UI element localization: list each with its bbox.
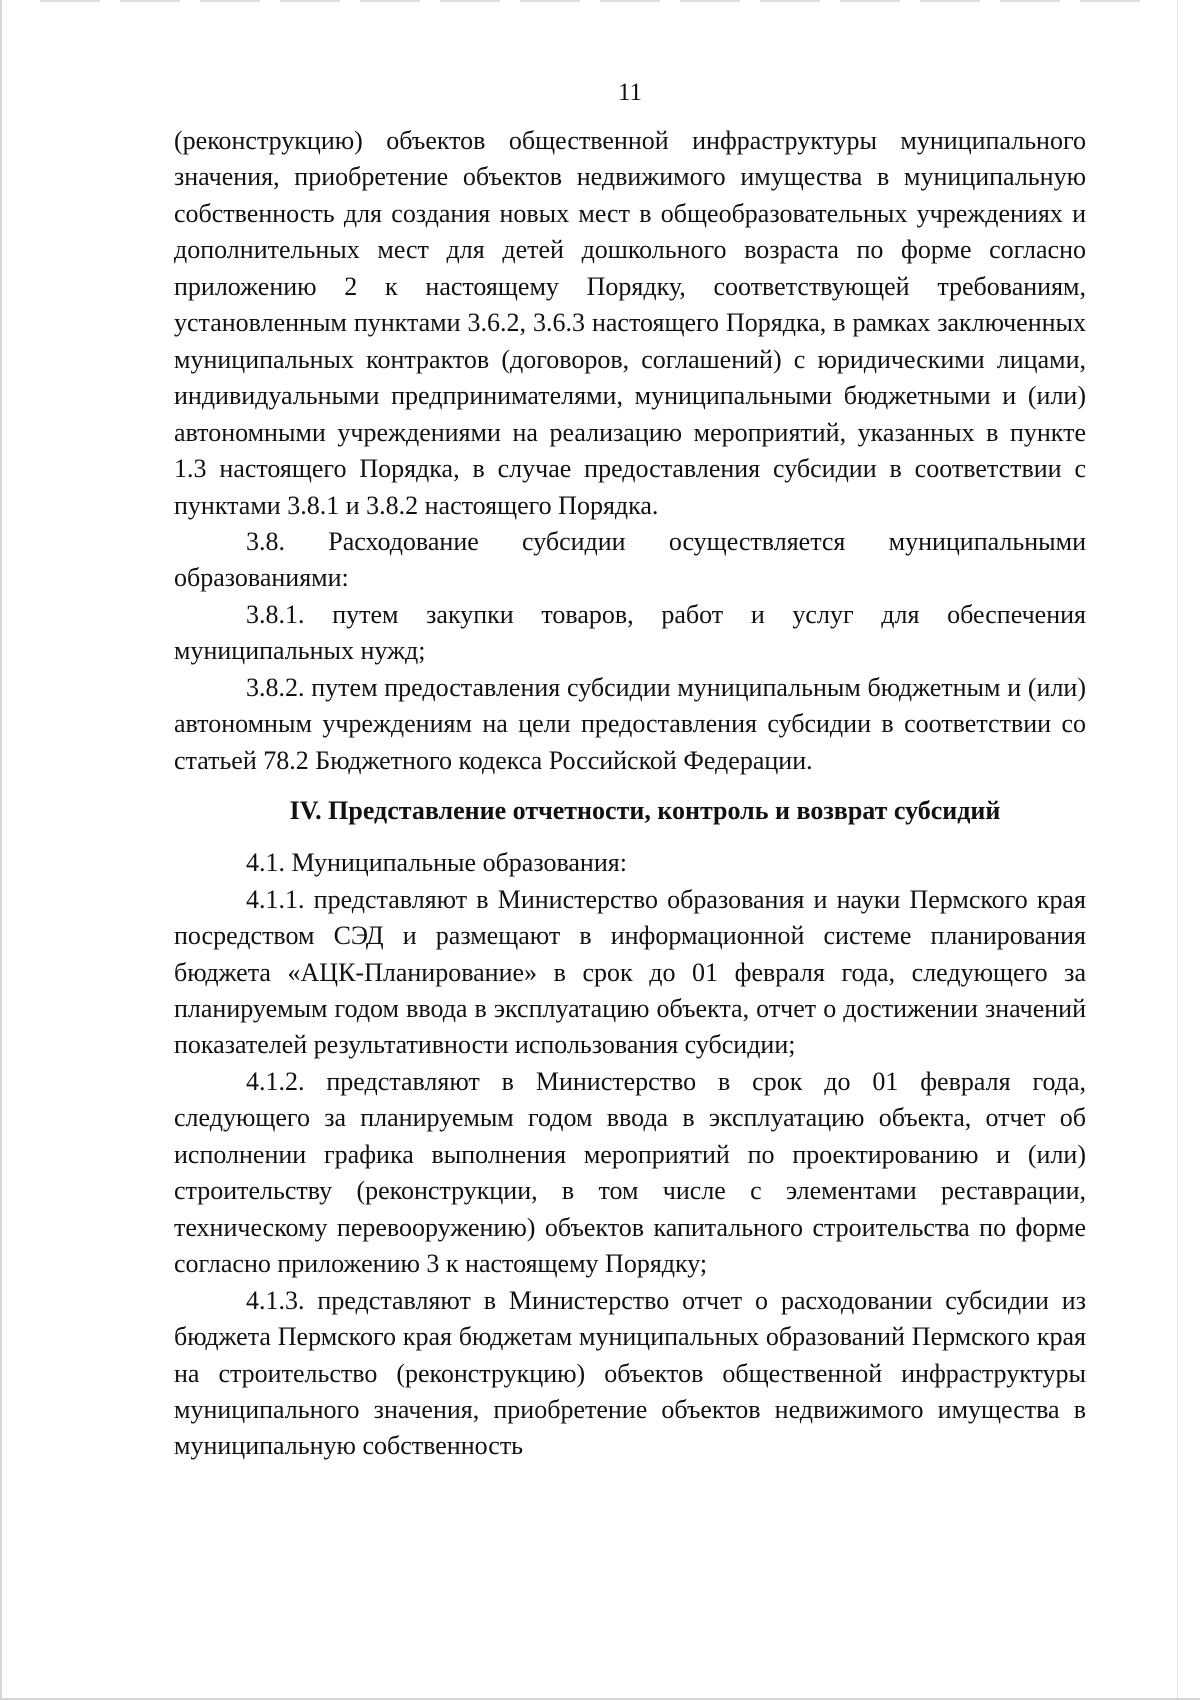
document-body xyxy=(174,123,1086,1465)
section-heading: IV. Представление отчетности, контроль и возврат субсидий xyxy=(289,796,1001,826)
paragraph-3-8-1: 3.8.1. путем закупки товаров, работ и услуг для обеспечения муниципальных нужд; xyxy=(174,599,1086,666)
paragraph-continuation: (реконструкцию) объектов общественной инфраструктуры муниципального значения, приобретение объектов недвижимого имущества в муниципальную собственность для создания новых мест в общеобразовательных учреждениях и дополнительных мест для детей дошкольного возраста по форме согласно приложению 2 к настоящему Порядку, соответствующей требованиям, установленным пунктами 3.6.2, 3.6.3 настоящего Порядка, в рамках заключенных муниципальных контрактов (договоров, соглашений) с юридическими лицами, индивидуальными предпринимателями, муниципальными бюджетными и (или) автономными учреждениями на реализацию мероприятий, указанных в пункте 1.3 настоящего Порядка, в случае предоставления субсидии в соответствии с пунктами 3.8.1 и 3.8.2 настоящего Порядка. xyxy=(174,126,1086,520)
paragraph-4-1-2: 4.1.2. представляют в Министерство в срок до 01 февраля года, следующего за планируемым годом ввода в эксплуатацию объекта, отчет об исполнении графика выполнения мероприятий по проектированию и (или) строительству (реконструкции, в том числе с элементами реставрации, техническому перевооружению) объектов капитального строительства по форме согласно приложению 3 к настоящему Порядку; xyxy=(174,1066,1086,1279)
paragraph-4-1: 4.1. Муниципальные образования: xyxy=(246,848,627,878)
paragraph-3-8: 3.8. Расходование субсидии осуществляется муниципальными образованиями: xyxy=(174,526,1086,593)
scan-edge-right xyxy=(1177,0,1178,1700)
scan-edge-left xyxy=(0,0,2,1700)
scan-edge-top xyxy=(40,0,1160,2)
page-number: 11 xyxy=(617,79,643,106)
paragraph-4-1-1: 4.1.1. представляют в Министерство образования и науки Пермского края посредством СЭД и размещают в информационной системе планирования бюджета «АЦК-Планирование» в срок до 01 февраля года, следующего за планируемым годом ввода в эксплуатацию объекта, отчет о достижении значений показателей результативности использования субсидии; xyxy=(174,884,1086,1060)
paragraph-4-1-3: 4.1.3. представляют в Министерство отчет о расходовании субсидии из бюджета Пермского края бюджетам муниципальных образований Пермского края на строительство (реконструкцию) объектов общественной инфраструктуры муниципального значения, приобретение объектов недвижимого имущества в муниципальную собственность xyxy=(174,1285,1086,1461)
paragraph-3-8-2: 3.8.2. путем предоставления субсидии муниципальным бюджетным и (или) автономным учреждениям на цели предоставления субсидии в соответствии со статьей 78.2 Бюджетного кодекса Российской Федерации. xyxy=(174,672,1086,775)
